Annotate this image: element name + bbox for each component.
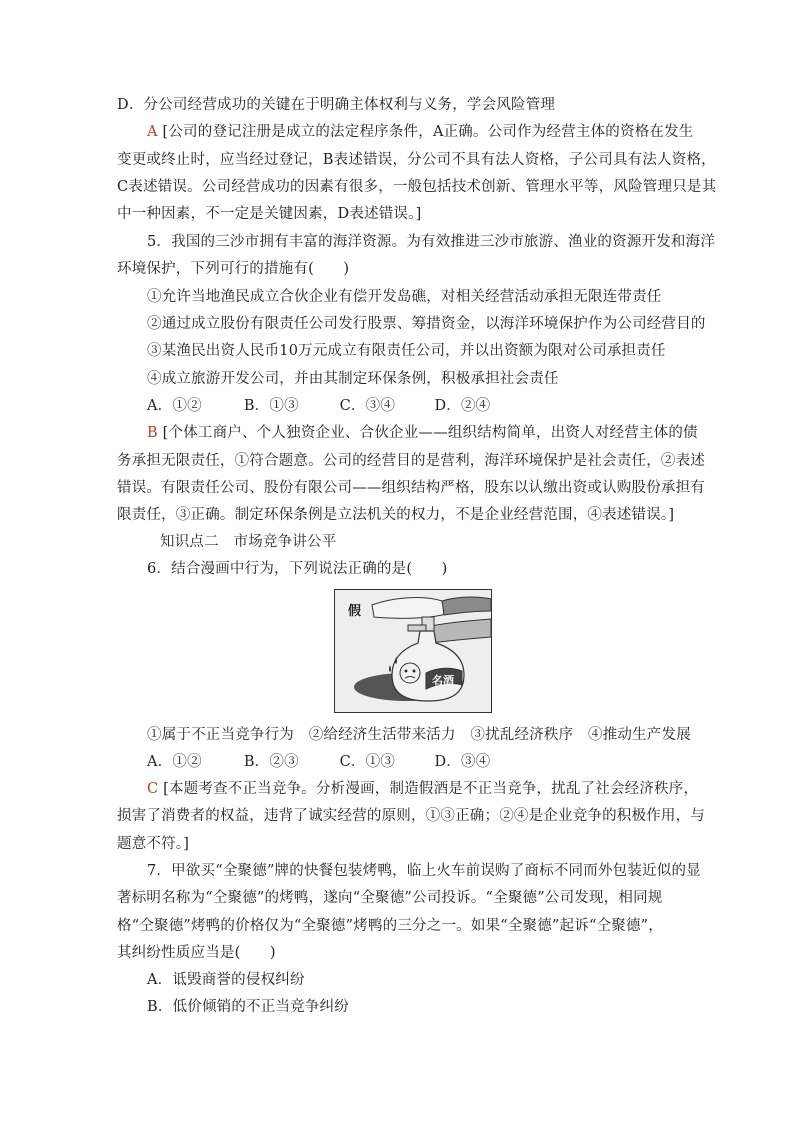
q7-stem-line-2: 著标明名称为“仝聚德”的烤鸭，遂向“全聚德”公司投诉。“全聚德”公司发现，相同规 bbox=[117, 890, 663, 906]
section-heading: 知识点二 市场竞争讲公平 bbox=[160, 534, 337, 550]
q5-option-d: D．②④ bbox=[434, 398, 491, 414]
q5-explanation-line-1: B [个体工商户、个人独资企业、合伙企业——组织结构简单，出资人对经营主体的债 bbox=[147, 425, 698, 441]
q6-explanation-line-3: 题意不符。] bbox=[117, 836, 190, 852]
q7-stem-line-4: 其纠纷性质应当是( ) bbox=[117, 945, 276, 961]
q6-explanation-line-2: 损害了消费者的权益，违背了诚实经营的原则，①③正确；②④是企业竞争的积极作用，与 bbox=[117, 808, 705, 824]
q5-statement-1: ①允许当地渔民成立合伙企业有偿开发岛礁，对相关经营活动承担无限连带责任 bbox=[147, 289, 662, 305]
q6-stem: 6．结合漫画中行为，下列说法正确的是( ) bbox=[147, 561, 448, 577]
q5-statement-2: ②通过成立股份有限责任公司发行股票、筹措资金，以海洋环境保护作为公司经营目的 bbox=[147, 316, 706, 332]
q5-option-c: C．③④ bbox=[339, 398, 396, 414]
q6-answer: C bbox=[147, 781, 159, 797]
q5-explanation-line-2: 务承担无限责任，①符合题意。公司的经营目的是营利，海洋环境保护是社会责任，②表述 bbox=[117, 453, 705, 469]
q7-option-a: A．诋毁商誉的侵权纠纷 bbox=[147, 972, 305, 988]
q5-option-b: B．①③ bbox=[243, 398, 299, 414]
q5-explanation-line-3: 错误。有限责任公司、股份有限公司——组织结构严格，股东以认缴出资或认购股份承担有 bbox=[117, 480, 705, 496]
q6-options bbox=[147, 752, 717, 772]
q5-stem-line-2: 环境保护，下列可行的措施有( ) bbox=[117, 261, 350, 277]
q4-explanation-line-4: 中一种因素，不一定是关键因素，D表述错误。] bbox=[117, 206, 422, 222]
q6-option-b: B．②③ bbox=[243, 754, 299, 770]
fake-liquor-cartoon bbox=[334, 589, 492, 713]
q7-stem-line-1: 7．甲欲买“全聚德”牌的快餐包装烤鸭，临上火车前误购了商标不同而外包装近似的显 bbox=[147, 863, 701, 879]
q4-option-d: D．分公司经营成功的关键在于明确主体权利与义务，学会风险管理 bbox=[117, 97, 556, 113]
q5-statement-3: ③某渔民出资人民币10万元成立有限责任公司，并以出资额为限对公司承担责任 bbox=[147, 343, 666, 359]
q6-explanation-line-1: C [本题考查不正当竞争。分析漫画，制造假酒是不正当竞争，扰乱了社会经济秩序， bbox=[147, 781, 699, 797]
q7-option-b: B．低价倾销的不正当竞争纠纷 bbox=[147, 999, 349, 1015]
q7-stem-line-3: 格“仝聚德”烤鸭的价格仅为“全聚德”烤鸭的三分之一。如果“全聚德”起诉“仝聚德”， bbox=[117, 918, 663, 934]
q6-option-d: D．③④ bbox=[434, 754, 491, 770]
q4-explanation-line-3: C表述错误。公司经营成功的因素有很多，一般包括技术创新、管理水平等，风险管理只是其 bbox=[117, 179, 717, 195]
q5-statement-4: ④成立旅游开发公司，并由其制定环保条例，积极承担社会责任 bbox=[147, 371, 559, 387]
q5-answer: B bbox=[147, 425, 158, 441]
q4-explanation-line-2: 变更或终止时，应当经过登记，B表述错误，分公司不具有法人资格，子公司具有法人资格， bbox=[117, 152, 716, 168]
q4-explanation-line-1: A [公司的登记注册是成立的法定程序条件，A正确。公司作为经营主体的资格在发生 bbox=[147, 124, 694, 140]
q6-statements: ①属于不正当竞争行为 ②给经济生活带来活力 ③扰乱经济秩序 ④推动生产发展 bbox=[147, 727, 691, 743]
cartoon-figure bbox=[334, 589, 492, 713]
fake-label: 假 bbox=[348, 604, 362, 619]
q4-answer: A bbox=[147, 124, 158, 140]
q5-explanation-line-4: 限责任，③正确。制定环保条例是立法机关的权力，不是企业经营范围，④表述错误。] bbox=[117, 507, 675, 523]
q5-options bbox=[147, 396, 717, 416]
q6-option-a: A．①② bbox=[147, 754, 202, 770]
q6-option-c: C．①③ bbox=[339, 754, 396, 770]
q5-stem-line-1: 5．我国的三沙市拥有丰富的海洋资源。为有效推进三沙市旅游、渔业的资源开发和海洋 bbox=[147, 234, 716, 250]
brand-label: 名酒 bbox=[432, 674, 454, 687]
q5-option-a: A．①② bbox=[147, 398, 202, 414]
